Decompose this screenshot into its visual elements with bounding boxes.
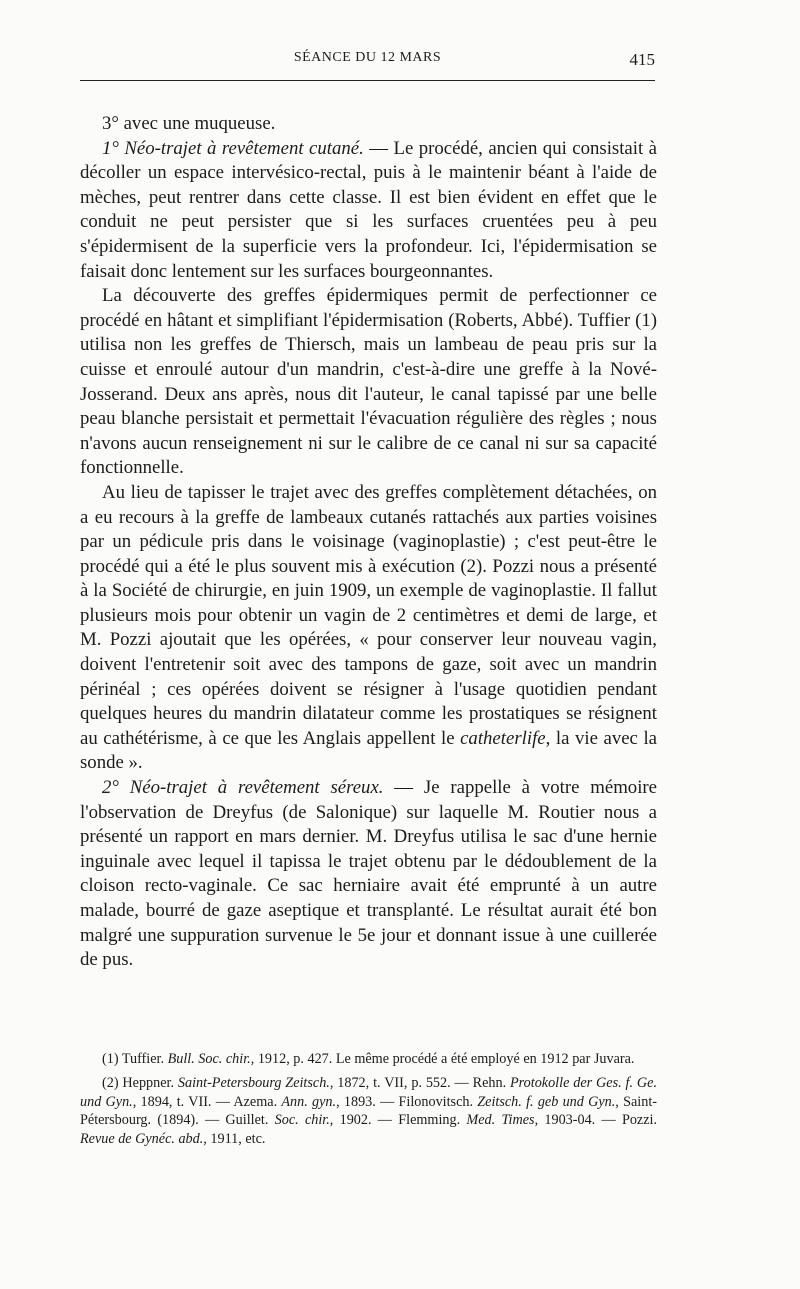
paragraph bbox=[80, 481, 657, 776]
header-rule bbox=[80, 80, 655, 81]
citation-title: Revue de Gynéc. abd. bbox=[80, 1131, 204, 1148]
citation-title: Bull. Soc. chir. bbox=[167, 1051, 251, 1067]
paragraph bbox=[80, 284, 657, 481]
citation-title: Ann. gyn. bbox=[281, 1093, 337, 1110]
paragraph-text: — Je rappelle à votre mémoire l'observation de Dreyfus (de Salonique) sur laquelle M. Routier nous a présenté un rapport en mars dernier. M. Dreyfus utilisa le sac d'une hernie inguinale avec lequel il tapissa le trajet obtenu par le dédoublement de la cloison recto-vaginale. Ce sac herniaire avait été emprunté à un autre malade, bourré de gaze aseptique et transplanté. Le résultat aurait été bon malgré une suppuration survenue le 5e jour et donnant issue à une cuillerée de pus. bbox=[80, 777, 657, 971]
page-number: 415 bbox=[629, 50, 655, 69]
paragraph-text: , la vie avec la sonde ». bbox=[80, 727, 657, 774]
italic-term: catheterlife bbox=[460, 727, 546, 749]
citation-title: Med. Times bbox=[466, 1112, 535, 1129]
footnote-text: , 1903-04. — Pozzi. bbox=[534, 1112, 658, 1129]
paragraph-text: — Le procédé, ancien qui consistait à décoller un espace intervésico-rectal, puis à le maintenir béant à l'aide de mèches, peut rentrer dans cette classe. Il est bien évident en effet que le conduit ne peut persister que si les surfaces cruentées peu à peu s'épidermisent de la superficie vers la profondeur. Ici, l'épidermisation se faisait donc lentement sur les surfaces bourgeonnantes. bbox=[80, 137, 658, 282]
paragraph bbox=[80, 112, 657, 137]
footnote-text: (1) Tuffier. bbox=[102, 1051, 168, 1067]
footnote-text: , 1894, t. VII. — Azema. bbox=[132, 1093, 282, 1110]
footnotes bbox=[80, 1050, 657, 1154]
footnote-text: , 1902. — Flemming. bbox=[329, 1112, 467, 1129]
footnote-text: (2) Heppner. bbox=[102, 1074, 178, 1091]
footnote-text: , Saint-Pétersbourg. (1894). — Guillet. bbox=[80, 1093, 657, 1129]
page-header bbox=[80, 50, 655, 80]
section-heading: 2° Néo-trajet à revêtement séreux. bbox=[102, 777, 384, 799]
paragraph-text: 3° avec une muqueuse. bbox=[102, 113, 276, 134]
paragraph bbox=[80, 776, 657, 973]
citation-title: Saint-Petersbourg Zeitsch. bbox=[177, 1074, 330, 1091]
footnote-text: , 1872, t. VII, p. 552. — Rehn. bbox=[329, 1074, 510, 1091]
footnote-text: , 1893. — Filonovitsch. bbox=[336, 1093, 478, 1110]
footnote-text: , 1911, etc. bbox=[203, 1131, 266, 1148]
paragraph bbox=[80, 137, 657, 285]
citation-title: Zeitsch. f. geb und Gyn. bbox=[477, 1093, 616, 1110]
citation-title: Protokolle der Ges. f. Ge. und Gyn. bbox=[80, 1074, 657, 1110]
paragraph-text: Au lieu de tapisser le trajet avec des greffes complètement détachées, on a eu recours à la greffe de lambeaux cutanés rattachés aux parties voisines par un pédicule pris dans le voisinage (vaginoplastie) ; c'est peut-être le procédé qui a été le plus souvent mis à exécution (2). Pozzi nous a présenté à la Société de chirurgie, en juin 1909, un exemple de vaginoplastie. Il fallut plusieurs mois pour obtenir un vagin de 2 centimètres et demi de large, et M. Pozzi ajoutait que les opérées, « pour conserver leur nouveau vagin, doivent l'entretenir soit avec des tampons de gaze, soit avec un mandrin périnéal ; ces opérées doivent se résigner à l'usage quotidien pendant quelques heures du mandrin dilatateur comme les prostatiques se résignent au cathétérisme, à ce que les Anglais appellent le bbox=[80, 481, 657, 749]
running-title: SÉANCE DU 12 MARS bbox=[293, 50, 442, 65]
footnote-text: , 1912, p. 427. Le même procédé a été employé en 1912 par Juvara. bbox=[250, 1051, 635, 1067]
footnote-2 bbox=[80, 1074, 657, 1149]
footnote-1 bbox=[80, 1050, 657, 1069]
paragraph-text: La découverte des greffes épidermiques permit de perfectionner ce procédé en hâtant et simplifiant l'épidermisation (Roberts, Abbé). Tuffier (1) utilisa non les greffes de Thiersch, mais un lambeau de peau pris sur la cuisse et enroulé autour d'un mandrin, c'est-à-dire une greffe à la Nové-Josserand. Deux ans après, nous dit l'auteur, le canal tapissé par une belle peau blanche persistait et permettait l'évacuation régulière des règles ; nous n'avons aucun renseignement ni sur le calibre de ce canal ni sur sa capacité fonctionnelle. bbox=[80, 285, 657, 479]
body-text bbox=[80, 112, 657, 973]
citation-title: Soc. chir. bbox=[274, 1112, 330, 1129]
section-heading: 1° Néo-trajet à revêtement cutané. bbox=[102, 137, 364, 159]
